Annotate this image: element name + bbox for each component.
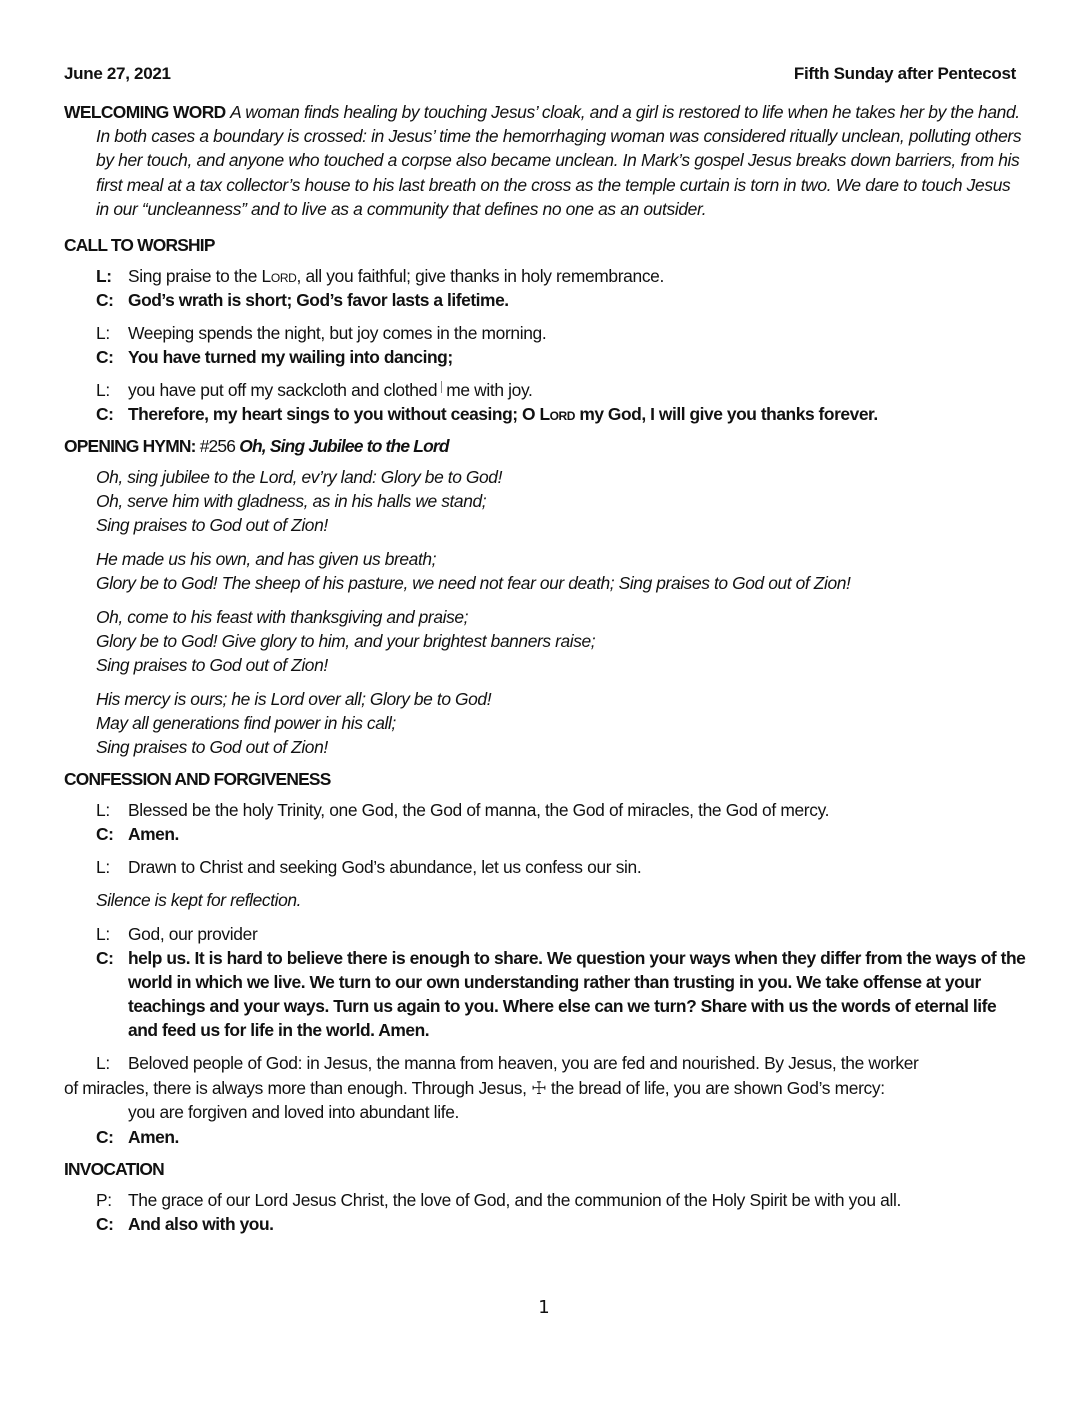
confession-section — [64, 769, 1026, 1149]
leader-line — [96, 922, 1026, 946]
hymn-stanza: Oh, come to his feast with thanksgiving and praise; Glory be to God! Give glory to him, and your brightest banners raise; Sing praises to God out of Zion! — [96, 607, 596, 676]
hymn-stanza: He made us his own, and has given us breath; Glory be to God! The sheep of his pasture, we need not fear our death; Sing praises to God out of Zion! — [96, 549, 851, 594]
line-text: You have turned my wailing into dancing; — [128, 347, 453, 368]
speaker-label: L: — [96, 380, 110, 401]
speaker-label: L: — [96, 924, 110, 945]
section-heading: CALL TO WORSHIP — [64, 235, 215, 256]
call-to-worship-section — [64, 235, 1026, 426]
congregation-prayer — [96, 946, 1026, 1042]
speaker-label: C: — [96, 347, 114, 368]
leader-line — [96, 855, 1026, 879]
leader-line — [96, 321, 1026, 345]
hymn-text — [96, 465, 1026, 759]
congregation-line — [96, 345, 1026, 369]
speaker-label: C: — [96, 1126, 114, 1147]
line-text: Sing praise to the Lord, all you faithful; give thanks in holy remembrance. — [128, 266, 664, 287]
line-text: Amen. — [128, 824, 179, 845]
speaker-label: C: — [96, 1213, 114, 1234]
line-text: Blessed be the holy Trinity, one God, the God of manna, the God of miracles, the God of mercy. — [128, 800, 830, 821]
presider-line — [96, 1188, 1026, 1212]
welcoming-word-text: A woman finds healing by touching Jesus’ cloak, and a girl is restored to life when he takes her by the hand. In both cases a boundary is crossed: in Jesus’ time the hemorrhaging woman was considered ritually unclean, polluting others by her touch, and anyone who touched a corpse also became unclean. In Mark’s gospel Jesus breaks down barriers, from his first meal at a tax collector’s house to his last breath on the cross as the temple curtain is torn in two. We dare to touch Jesus in our “uncleanness” and to live as a community that defines no one as an outsider. — [96, 102, 1022, 219]
welcoming-word-label: WELCOMING WORD — [64, 102, 226, 122]
speaker-label: L: — [96, 266, 112, 287]
line-text: you have put off my sackcloth and clothed me with joy. — [128, 380, 533, 401]
leader-line — [96, 264, 1026, 288]
speaker-label: L: — [96, 857, 110, 878]
service-date: June 27, 2021 — [64, 64, 171, 83]
leader-line — [96, 798, 1026, 822]
section-heading: CONFESSION AND FORGIVENESS — [64, 769, 331, 790]
text-cursor-mark — [441, 381, 442, 393]
line-text: God’s wrath is short; God’s favor lasts a lifetime. — [128, 290, 509, 311]
page-number: 1 — [538, 1297, 550, 1318]
liturgy-content — [64, 100, 1026, 1246]
hymn-stanza: His mercy is ours; he is Lord over all; Glory be to God! May all generations find power in his call; Sing praises to God out of Zion! — [96, 689, 492, 758]
congregation-line — [96, 1212, 1026, 1236]
line-text: help us. It is hard to believe there is enough to share. We question your ways when they differ from the ways of the world in which we live. We turn to our own understanding rather than trusting in you. We take offense at your teachings and your ways. Turn us again to you. Where else can we turn? Share with us the words of eternal life and feed us for life in the world. Amen. — [128, 948, 1026, 1041]
speaker-label: L: — [96, 323, 110, 344]
congregation-line — [96, 822, 1026, 846]
liturgical-day: Fifth Sunday after Pentecost — [793, 64, 1016, 83]
congregation-line — [96, 402, 1026, 426]
line-text: Drawn to Christ and seeking God’s abundance, let us confess our sin. — [128, 857, 642, 878]
absolution: L: Beloved people of God: in Jesus, the manna from heaven, you are fed and nourished. By Jesus, the worker of miracles, there is always more than enough. Through Jesus, ☩ the bread of life, you are shown God’s mercy: you are forgiven and loved into abundant life. — [64, 1053, 919, 1123]
line-text: Weeping spends the night, but joy comes in the morning. — [128, 323, 547, 344]
welcoming-word — [64, 100, 1026, 221]
speaker-label: L: — [96, 1053, 110, 1074]
line-text: The grace of our Lord Jesus Christ, the love of God, and the communion of the Holy Spirit be with you all. — [128, 1189, 901, 1210]
hymn-title: Oh, Sing Jubilee to the Lord — [239, 436, 449, 457]
line-text: And also with you. — [128, 1213, 274, 1234]
congregation-line — [96, 1125, 1026, 1149]
cross-icon: ☩ — [531, 1077, 547, 1098]
hymn-stanza: Oh, sing jubilee to the Lord, ev’ry land: Glory be to God! Oh, serve him with gladness, as in his halls we stand; Sing praises to God out of Zion! — [96, 467, 503, 536]
section-heading: INVOCATION — [64, 1158, 164, 1179]
line-text: Therefore, my heart sings to you without ceasing; O Lord my God, I will give you thanks forever. — [128, 404, 878, 425]
speaker-label: C: — [96, 948, 114, 969]
line-text: God, our provider — [128, 924, 258, 945]
hymn-number: #256 — [199, 436, 236, 457]
speaker-label: C: — [96, 404, 114, 425]
rubric: Silence is kept for reflection. — [96, 890, 302, 911]
opening-hymn-section — [64, 436, 1026, 759]
leader-line — [96, 378, 1026, 402]
page-header — [64, 64, 1016, 88]
speaker-label: C: — [96, 824, 114, 845]
speaker-label: P: — [96, 1189, 112, 1210]
congregation-line — [96, 288, 1026, 312]
speaker-label: C: — [96, 290, 114, 311]
section-heading: OPENING HYMN: #256 Oh, Sing Jubilee to the Lord — [64, 436, 449, 457]
invocation-section — [64, 1159, 1026, 1236]
line-text: Amen. — [128, 1126, 179, 1147]
speaker-label: L: — [96, 800, 110, 821]
